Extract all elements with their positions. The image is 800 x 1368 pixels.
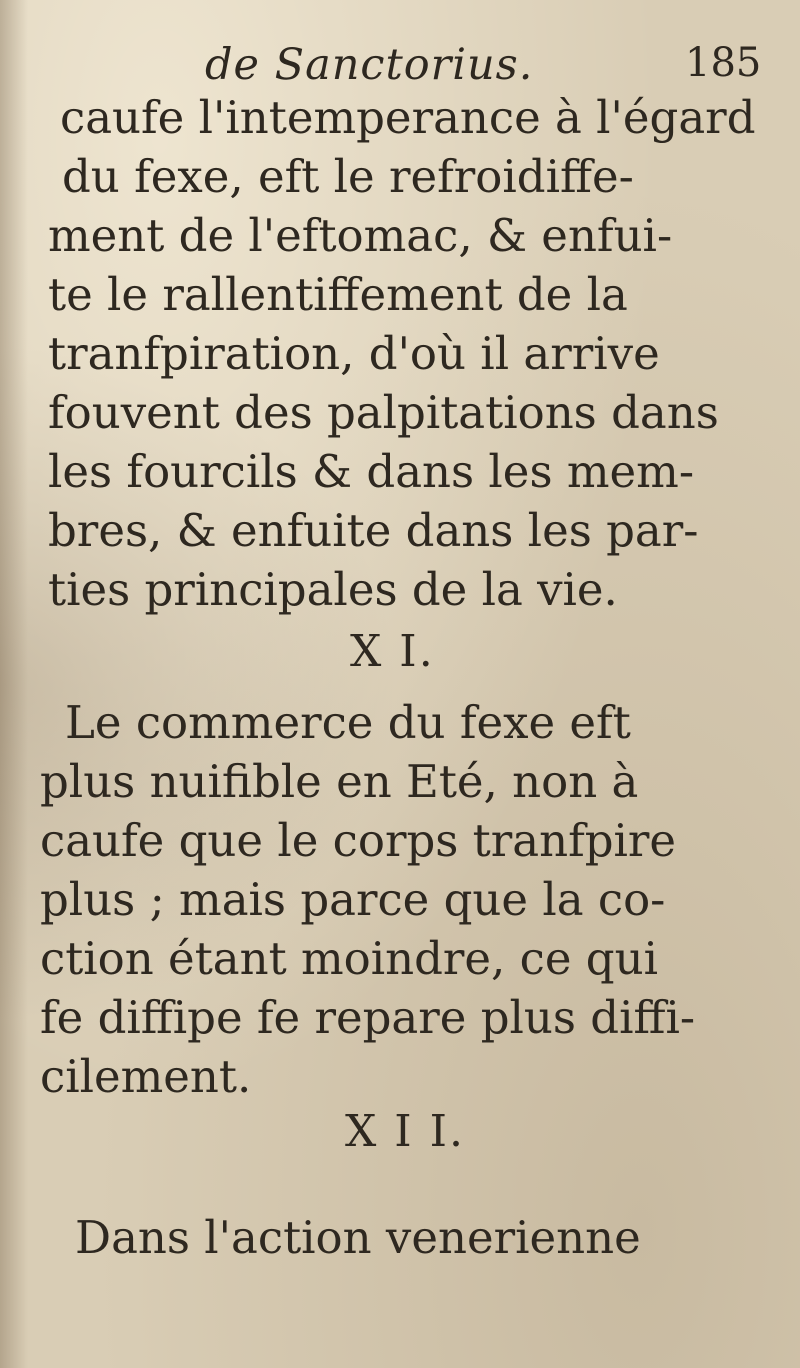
text-line: Le commerce du fexe eft xyxy=(65,696,631,749)
text-line: Dans l'action venerienne xyxy=(75,1211,641,1264)
text-line: ties principales de la vie. xyxy=(48,563,618,616)
text-line: ment de l'eftomac, & enfui- xyxy=(48,209,673,262)
text-line: fouvent des palpitations dans xyxy=(48,386,719,439)
text-line: caufe l'intemperance à l'égard xyxy=(60,91,756,144)
text-line: plus ; mais parce que la co- xyxy=(40,873,666,926)
text-line: bres, & enfuite dans les par- xyxy=(48,504,699,557)
text-line: plus nuifible en Eté, non à xyxy=(40,755,639,808)
text-line: fe diffipe fe repare plus diffi- xyxy=(40,991,696,1044)
text-line: cilement. xyxy=(40,1050,252,1103)
page-gutter-shadow xyxy=(0,0,28,1368)
text-line: les fourcils & dans les mem- xyxy=(48,445,695,498)
section-heading: X I I. xyxy=(345,1106,466,1157)
text-line: caufe que le corps tranfpire xyxy=(40,814,677,867)
text-line: te le rallentiffement de la xyxy=(48,268,628,321)
page-number: 185 xyxy=(685,40,762,86)
text-line: tranfpiration, d'où il arrive xyxy=(48,327,660,380)
section-heading: X I. xyxy=(350,626,435,677)
text-line: ction étant moindre, ce qui xyxy=(40,932,658,985)
text-line: du fexe, eft le refroidiffe- xyxy=(62,150,634,203)
running-head: de Sanctorius. xyxy=(205,40,534,90)
